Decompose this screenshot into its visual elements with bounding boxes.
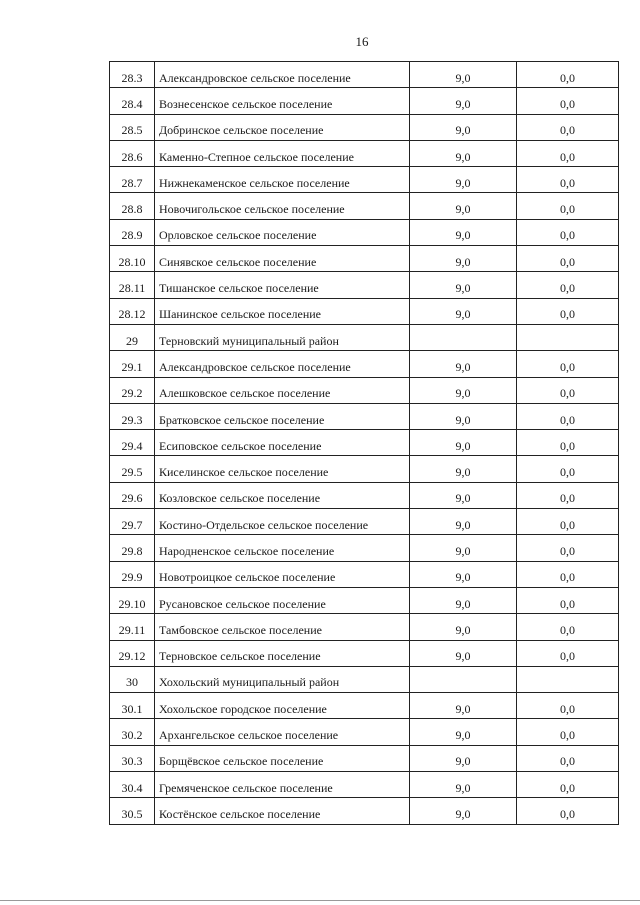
value-2-cell: [517, 561, 619, 587]
settlement-name-cell: [155, 167, 410, 193]
settlement-name-text: Вознесенское сельское поселение: [159, 96, 333, 111]
value-1-text: 9,0: [455, 649, 471, 664]
settlement-name-text: Терновский муниципальный район: [159, 333, 339, 348]
value-1-text: 9,0: [455, 202, 471, 217]
value-2-text: 0,0: [560, 806, 575, 821]
value-2-cell: [517, 719, 619, 745]
settlement-name-text: Хохольское городское поселение: [159, 701, 327, 716]
value-1-text: 9,0: [455, 281, 471, 296]
value-1-cell: [410, 193, 517, 219]
value-1-cell: [410, 324, 517, 350]
table-row: [110, 693, 619, 719]
value-2-text: 0,0: [560, 123, 575, 138]
row-number-text: 29: [126, 333, 138, 348]
table-row: [110, 640, 619, 666]
table-row: [110, 246, 619, 272]
value-2-text: 0,0: [560, 649, 575, 664]
value-1-cell: [410, 219, 517, 245]
settlement-name-cell: [155, 798, 410, 824]
settlement-name-text: Добринское сельское поселение: [159, 123, 324, 138]
value-1-text: 9,0: [455, 570, 471, 585]
settlement-name-text: Тамбовское сельское поселение: [159, 622, 322, 637]
value-2-text: 0,0: [560, 149, 575, 164]
value-1-text: 9,0: [455, 596, 471, 611]
value-1-cell: [410, 640, 517, 666]
value-1-text: 9,0: [455, 728, 471, 743]
row-number-text: 30.2: [121, 728, 143, 743]
row-number-text: 29.8: [121, 543, 143, 558]
value-2-cell: [517, 272, 619, 298]
table-row: [110, 430, 619, 456]
settlement-name-cell: [155, 114, 410, 140]
value-2-text: 0,0: [560, 780, 575, 795]
settlement-name-text: Нижнекаменское сельское поселение: [159, 175, 350, 190]
value-2-text: 0,0: [560, 438, 575, 453]
table-row: [110, 614, 619, 640]
value-1-text: 9,0: [455, 386, 471, 401]
table-row: [110, 193, 619, 219]
table-row: [110, 324, 619, 350]
row-number-text: 28.3: [121, 70, 143, 85]
row-number-cell: [110, 272, 155, 298]
settlement-name-cell: [155, 351, 410, 377]
settlement-name-text: Каменно-Степное сельское поселение: [159, 149, 354, 164]
value-2-cell: [517, 114, 619, 140]
value-1-cell: [410, 561, 517, 587]
value-1-text: 9,0: [455, 228, 471, 243]
page-number: 16: [355, 34, 369, 49]
settlement-name-text: Алешковское сельское поселение: [159, 386, 331, 401]
settlement-name-cell: [155, 246, 410, 272]
value-2-text: 0,0: [560, 96, 575, 111]
value-1-text: 9,0: [455, 491, 471, 506]
settlement-name-cell: [155, 298, 410, 324]
row-number-text: 28.11: [118, 281, 146, 296]
value-1-text: 9,0: [455, 307, 471, 322]
row-number-cell: [110, 114, 155, 140]
value-2-cell: [517, 798, 619, 824]
settlement-name-text: Есиповское сельское поселение: [159, 438, 322, 453]
table-row: [110, 140, 619, 166]
value-1-cell: [410, 509, 517, 535]
value-2-text: 0,0: [560, 228, 575, 243]
settlement-name-text: Гремяченское сельское поселение: [159, 780, 333, 795]
value-1-cell: [410, 535, 517, 561]
settlement-name-cell: [155, 482, 410, 508]
value-2-text: 0,0: [560, 465, 575, 480]
value-2-cell: [517, 614, 619, 640]
row-number-cell: [110, 140, 155, 166]
settlement-name-text: Киселинское сельское поселение: [159, 465, 329, 480]
row-number-text: 28.8: [121, 202, 143, 217]
settlement-name-cell: [155, 719, 410, 745]
row-number-text: 28.9: [121, 228, 143, 243]
value-1-cell: [410, 140, 517, 166]
value-2-cell: [517, 351, 619, 377]
row-number-text: 28.6: [121, 149, 143, 164]
value-2-text: 0,0: [560, 412, 575, 427]
settlement-name-cell: [155, 88, 410, 114]
row-number-cell: [110, 324, 155, 350]
row-number-text: 29.10: [118, 596, 146, 611]
row-number-cell: [110, 377, 155, 403]
table-row: [110, 798, 619, 824]
row-number-cell: [110, 693, 155, 719]
table-row: [110, 772, 619, 798]
settlement-name-text: Русановское сельское поселение: [159, 596, 326, 611]
row-number-cell: [110, 219, 155, 245]
value-1-cell: [410, 377, 517, 403]
settlement-name-text: Новотроицкое сельское поселение: [159, 570, 336, 585]
row-number-cell: [110, 772, 155, 798]
row-number-cell: [110, 167, 155, 193]
row-number-text: 28.10: [118, 254, 146, 269]
row-number-cell: [110, 587, 155, 613]
table-row: [110, 456, 619, 482]
settlement-name-cell: [155, 193, 410, 219]
settlement-name-text: Борщёвское сельское поселение: [159, 754, 324, 769]
table-row: [110, 482, 619, 508]
settlement-name-cell: [155, 456, 410, 482]
value-2-cell: [517, 193, 619, 219]
value-1-cell: [410, 167, 517, 193]
value-1-text: 9,0: [455, 780, 471, 795]
row-number-cell: [110, 456, 155, 482]
row-number-text: 29.11: [118, 622, 146, 637]
row-number-cell: [110, 640, 155, 666]
settlement-name-text: Шанинское сельское поселение: [159, 307, 321, 322]
value-1-text: 9,0: [455, 149, 471, 164]
settlement-name-cell: [155, 693, 410, 719]
value-2-cell: [517, 745, 619, 771]
settlement-name-text: Тишанское сельское поселение: [159, 281, 319, 296]
value-2-cell: [517, 403, 619, 429]
row-number-text: 30.3: [121, 754, 143, 769]
value-2-cell: [517, 324, 619, 350]
value-1-text: 9,0: [455, 754, 471, 769]
value-2-cell: [517, 640, 619, 666]
row-number-cell: [110, 535, 155, 561]
value-1-text: 9,0: [455, 806, 471, 821]
table-row: [110, 587, 619, 613]
value-2-cell: [517, 167, 619, 193]
value-2-cell: [517, 377, 619, 403]
table-row: [110, 298, 619, 324]
value-1-cell: [410, 246, 517, 272]
value-1-cell: [410, 430, 517, 456]
value-2-cell: [517, 62, 619, 88]
row-number-text: 29.5: [121, 465, 143, 480]
value-1-cell: [410, 351, 517, 377]
settlement-name-cell: [155, 140, 410, 166]
row-number-cell: [110, 403, 155, 429]
settlement-name-text: Александровское сельское поселение: [159, 359, 351, 374]
settlement-name-cell: [155, 745, 410, 771]
settlement-name-text: Синявское сельское поселение: [159, 254, 317, 269]
value-2-text: 0,0: [560, 701, 575, 716]
row-number-cell: [110, 745, 155, 771]
row-number-cell: [110, 62, 155, 88]
row-number-text: 29.2: [121, 386, 143, 401]
value-1-cell: [410, 62, 517, 88]
settlement-name-cell: [155, 535, 410, 561]
value-2-cell: [517, 298, 619, 324]
value-1-cell: [410, 745, 517, 771]
table-row: [110, 535, 619, 561]
value-1-text: 9,0: [455, 465, 471, 480]
value-2-cell: [517, 666, 619, 692]
value-2-cell: [517, 693, 619, 719]
table-body: [110, 62, 619, 825]
row-number-cell: [110, 298, 155, 324]
row-number-cell: [110, 509, 155, 535]
value-1-text: 9,0: [455, 254, 471, 269]
value-2-text: 0,0: [560, 386, 575, 401]
settlement-name-cell: [155, 587, 410, 613]
table-row: [110, 272, 619, 298]
row-number-cell: [110, 482, 155, 508]
value-2-cell: [517, 456, 619, 482]
value-2-cell: [517, 772, 619, 798]
settlement-name-text: Костино-Отдельское сельское поселение: [159, 517, 369, 532]
value-2-cell: [517, 140, 619, 166]
value-2-text: 0,0: [560, 202, 575, 217]
value-1-cell: [410, 482, 517, 508]
settlement-name-cell: [155, 509, 410, 535]
settlement-name-cell: [155, 377, 410, 403]
value-2-text: 0,0: [560, 307, 575, 322]
settlement-name-cell: [155, 561, 410, 587]
value-2-text: 0,0: [560, 622, 575, 637]
row-number-cell: [110, 666, 155, 692]
value-2-text: 0,0: [560, 596, 575, 611]
row-number-text: 29.4: [121, 438, 143, 453]
value-1-cell: [410, 587, 517, 613]
settlement-name-cell: [155, 219, 410, 245]
value-1-text: 9,0: [455, 96, 471, 111]
row-number-text: 29.6: [121, 491, 143, 506]
settlement-name-text: Козловское сельское поселение: [159, 491, 321, 506]
value-1-text: 9,0: [455, 622, 471, 637]
settlement-name-text: Новочигольское сельское поселение: [159, 202, 345, 217]
value-2-text: 0,0: [560, 70, 575, 85]
row-number-text: 30.5: [121, 806, 143, 821]
row-number-cell: [110, 351, 155, 377]
value-2-text: 0,0: [560, 359, 575, 374]
row-number-text: 30: [126, 675, 138, 690]
value-1-text: 9,0: [455, 438, 471, 453]
row-number-text: 29.3: [121, 412, 143, 427]
value-2-cell: [517, 246, 619, 272]
settlement-name-cell: [155, 430, 410, 456]
value-1-cell: [410, 272, 517, 298]
table-row: [110, 509, 619, 535]
value-2-text: 0,0: [560, 543, 575, 558]
settlement-name-text: Костёнское сельское поселение: [159, 806, 321, 821]
settlement-name-cell: [155, 640, 410, 666]
settlement-name-cell: [155, 62, 410, 88]
row-number-text: 29.7: [121, 517, 143, 532]
value-1-cell: [410, 798, 517, 824]
value-2-text: 0,0: [560, 570, 575, 585]
settlement-name-cell: [155, 772, 410, 798]
value-1-cell: [410, 666, 517, 692]
row-number-text: 30.1: [121, 701, 143, 716]
value-1-text: 9,0: [455, 517, 471, 532]
settlements-table: [109, 61, 619, 825]
table-row: [110, 114, 619, 140]
row-number-text: 29.1: [121, 359, 143, 374]
row-number-cell: [110, 246, 155, 272]
row-number-cell: [110, 798, 155, 824]
table-row: [110, 88, 619, 114]
value-2-text: 0,0: [560, 254, 575, 269]
table-row: [110, 719, 619, 745]
value-1-text: 9,0: [455, 543, 471, 558]
row-number-text: 29.12: [118, 649, 146, 664]
value-2-cell: [517, 509, 619, 535]
settlement-name-text: Народненское сельское поселение: [159, 543, 335, 558]
table-row: [110, 745, 619, 771]
settlement-name-text: Братковское сельское поселение: [159, 412, 325, 427]
value-2-text: 0,0: [560, 754, 575, 769]
value-1-text: 9,0: [455, 175, 471, 190]
row-number-cell: [110, 430, 155, 456]
value-1-cell: [410, 719, 517, 745]
value-1-cell: [410, 88, 517, 114]
value-1-cell: [410, 403, 517, 429]
table-row: [110, 561, 619, 587]
row-number-cell: [110, 719, 155, 745]
value-2-cell: [517, 535, 619, 561]
settlement-name-cell: [155, 403, 410, 429]
settlement-name-text: Архангельское сельское поселение: [159, 728, 339, 743]
table-row: [110, 62, 619, 88]
row-number-text: 30.4: [121, 780, 143, 795]
settlement-name-cell: [155, 666, 410, 692]
value-1-text: 9,0: [455, 123, 471, 138]
table-row: [110, 403, 619, 429]
row-number-text: 29.9: [121, 570, 143, 585]
value-2-text: 0,0: [560, 517, 575, 532]
value-2-cell: [517, 88, 619, 114]
row-number-text: 28.7: [121, 175, 143, 190]
table-row: [110, 666, 619, 692]
value-2-text: 0,0: [560, 728, 575, 743]
value-1-text: 9,0: [455, 70, 471, 85]
settlement-name-text: Хохольский муниципальный район: [159, 675, 340, 690]
table-row: [110, 167, 619, 193]
value-1-text: 9,0: [455, 359, 471, 374]
value-1-text: 9,0: [455, 412, 471, 427]
settlement-name-cell: [155, 614, 410, 640]
row-number-cell: [110, 193, 155, 219]
footer-divider: [0, 900, 640, 901]
value-1-cell: [410, 693, 517, 719]
table-row: [110, 351, 619, 377]
value-1-cell: [410, 772, 517, 798]
value-2-cell: [517, 430, 619, 456]
row-number-text: 28.5: [121, 123, 143, 138]
row-number-cell: [110, 561, 155, 587]
row-number-cell: [110, 614, 155, 640]
table-row: [110, 219, 619, 245]
value-1-cell: [410, 614, 517, 640]
value-1-cell: [410, 298, 517, 324]
settlement-name-text: Терновское сельское поселение: [159, 649, 321, 664]
row-number-text: 28.12: [118, 307, 146, 322]
row-number-text: 28.4: [121, 96, 143, 111]
settlement-name-cell: [155, 324, 410, 350]
value-2-cell: [517, 219, 619, 245]
value-2-text: 0,0: [560, 491, 575, 506]
value-2-cell: [517, 482, 619, 508]
settlement-name-cell: [155, 272, 410, 298]
settlement-name-text: Орловское сельское поселение: [159, 228, 317, 243]
value-1-text: 9,0: [455, 701, 471, 716]
row-number-cell: [110, 88, 155, 114]
value-1-cell: [410, 114, 517, 140]
value-1-cell: [410, 456, 517, 482]
value-2-cell: [517, 587, 619, 613]
table-row: [110, 377, 619, 403]
value-2-text: 0,0: [560, 175, 575, 190]
settlement-name-text: Александровское сельское поселение: [159, 70, 351, 85]
value-2-text: 0,0: [560, 281, 575, 296]
